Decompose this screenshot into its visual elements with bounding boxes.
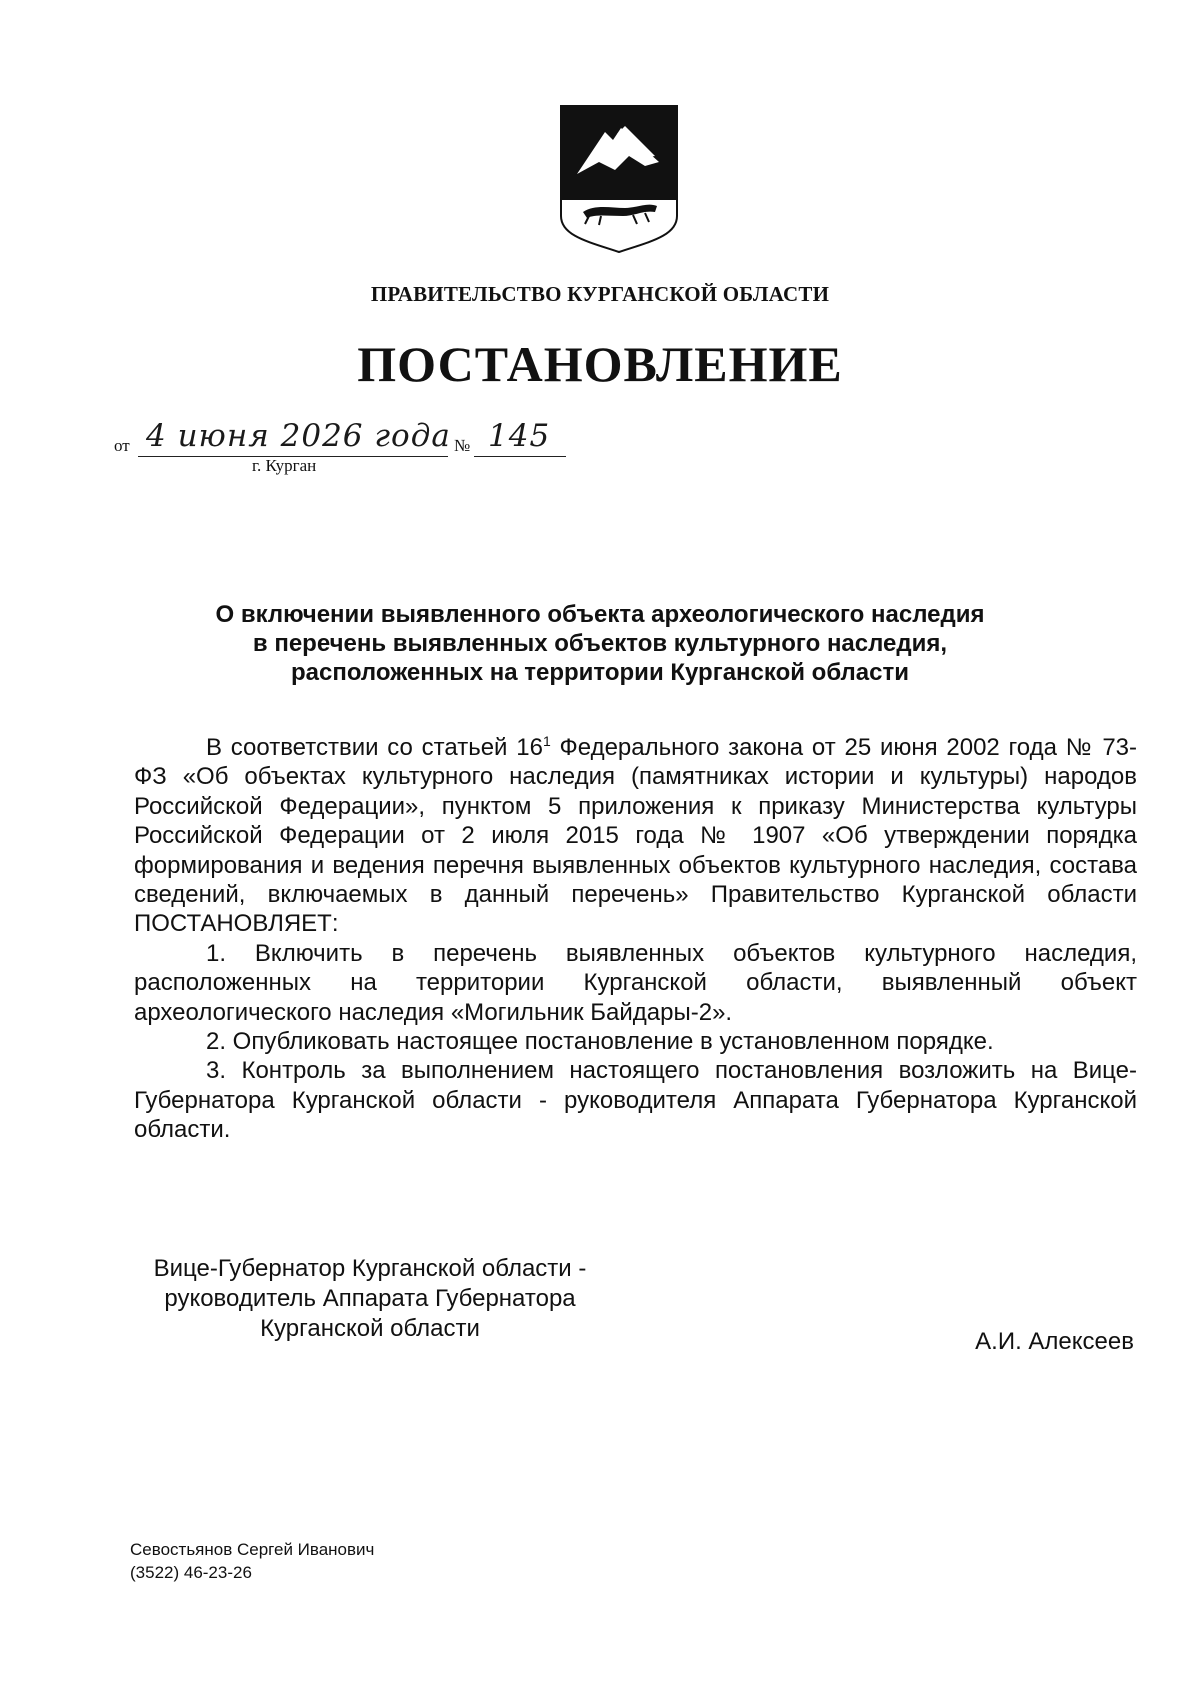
preamble-text-start: В соответствии со статьей 16 (206, 734, 543, 761)
kurgan-coat-of-arms-icon (559, 104, 679, 254)
resolution-item-2: 2. Опубликовать настоящее постановление в установленном порядке. (206, 1028, 994, 1056)
executor-phone: (3522) 46-23-26 (130, 1563, 252, 1582)
signer-position-line: руководитель Аппарата Губернатора (164, 1285, 576, 1312)
subject-line: расположенных на территории Курганской области (291, 659, 909, 686)
executor-name: Севостьянов Сергей Иванович (130, 1540, 375, 1559)
from-label: от (114, 436, 130, 455)
subject-line: в перечень выявленных объектов культурного наследия, (252, 630, 948, 657)
subject-line: О включении выявленного объекта археологического наследия (215, 601, 985, 628)
government-name: ПРАВИТЕЛЬСТВО КУРГАНСКОЙ ОБЛАСТИ (370, 282, 830, 306)
article-superscript: 1 (542, 733, 551, 749)
document-body (134, 733, 1137, 1145)
signer-position-line: Курганской области (260, 1315, 480, 1342)
signer-position-line: Вице-Губернатор Курганской области - (153, 1255, 587, 1282)
date-number-line (114, 418, 634, 458)
resolution-item-3: 3. Контроль за выполнением настоящего постановления возложить на Вице-Губернатора Курганской области - руководителя Аппарата Губернатора Курганской области. (134, 1057, 1137, 1144)
resolution-item-1: 1. Включить в перечень выявленных объектов культурного наследия, расположенных на территории Курганской области, выявленный объект археологического наследия «Могильник Байдары-2». (134, 939, 1137, 1026)
number-label: № (454, 436, 471, 455)
document-subject (0, 600, 1200, 687)
preamble-text-rest: Федерального закона от 25 июня 2002 года № 73-ФЗ «Об объектах культурного наследия (памятниках истории и культуры) народов Российской Федерации», пунктом 5 приложения к приказу Министерства культуры Российской Федерации от 2 июля 2015 года № 1907 «Об утверждении порядка формирования и ведения перечня выявленных объектов культурного наследия, состава сведений, включаемых в данный перечень» Правительство Курганской области ПОСТАНОВЛЯЕТ: (134, 734, 1138, 938)
signer-position (110, 1254, 630, 1344)
preamble-paragraph (134, 733, 1137, 939)
number-underline (474, 456, 566, 457)
handwritten-date: 4 июня 2026 года (146, 418, 451, 454)
signer-name: А.И. Алексеев (975, 1328, 1134, 1355)
executor-info (130, 1538, 374, 1584)
handwritten-number: 145 (488, 418, 551, 454)
city-label: г. Курган (252, 456, 317, 475)
document-type-title: ПОСТАНОВЛЕНИЕ (357, 336, 843, 392)
